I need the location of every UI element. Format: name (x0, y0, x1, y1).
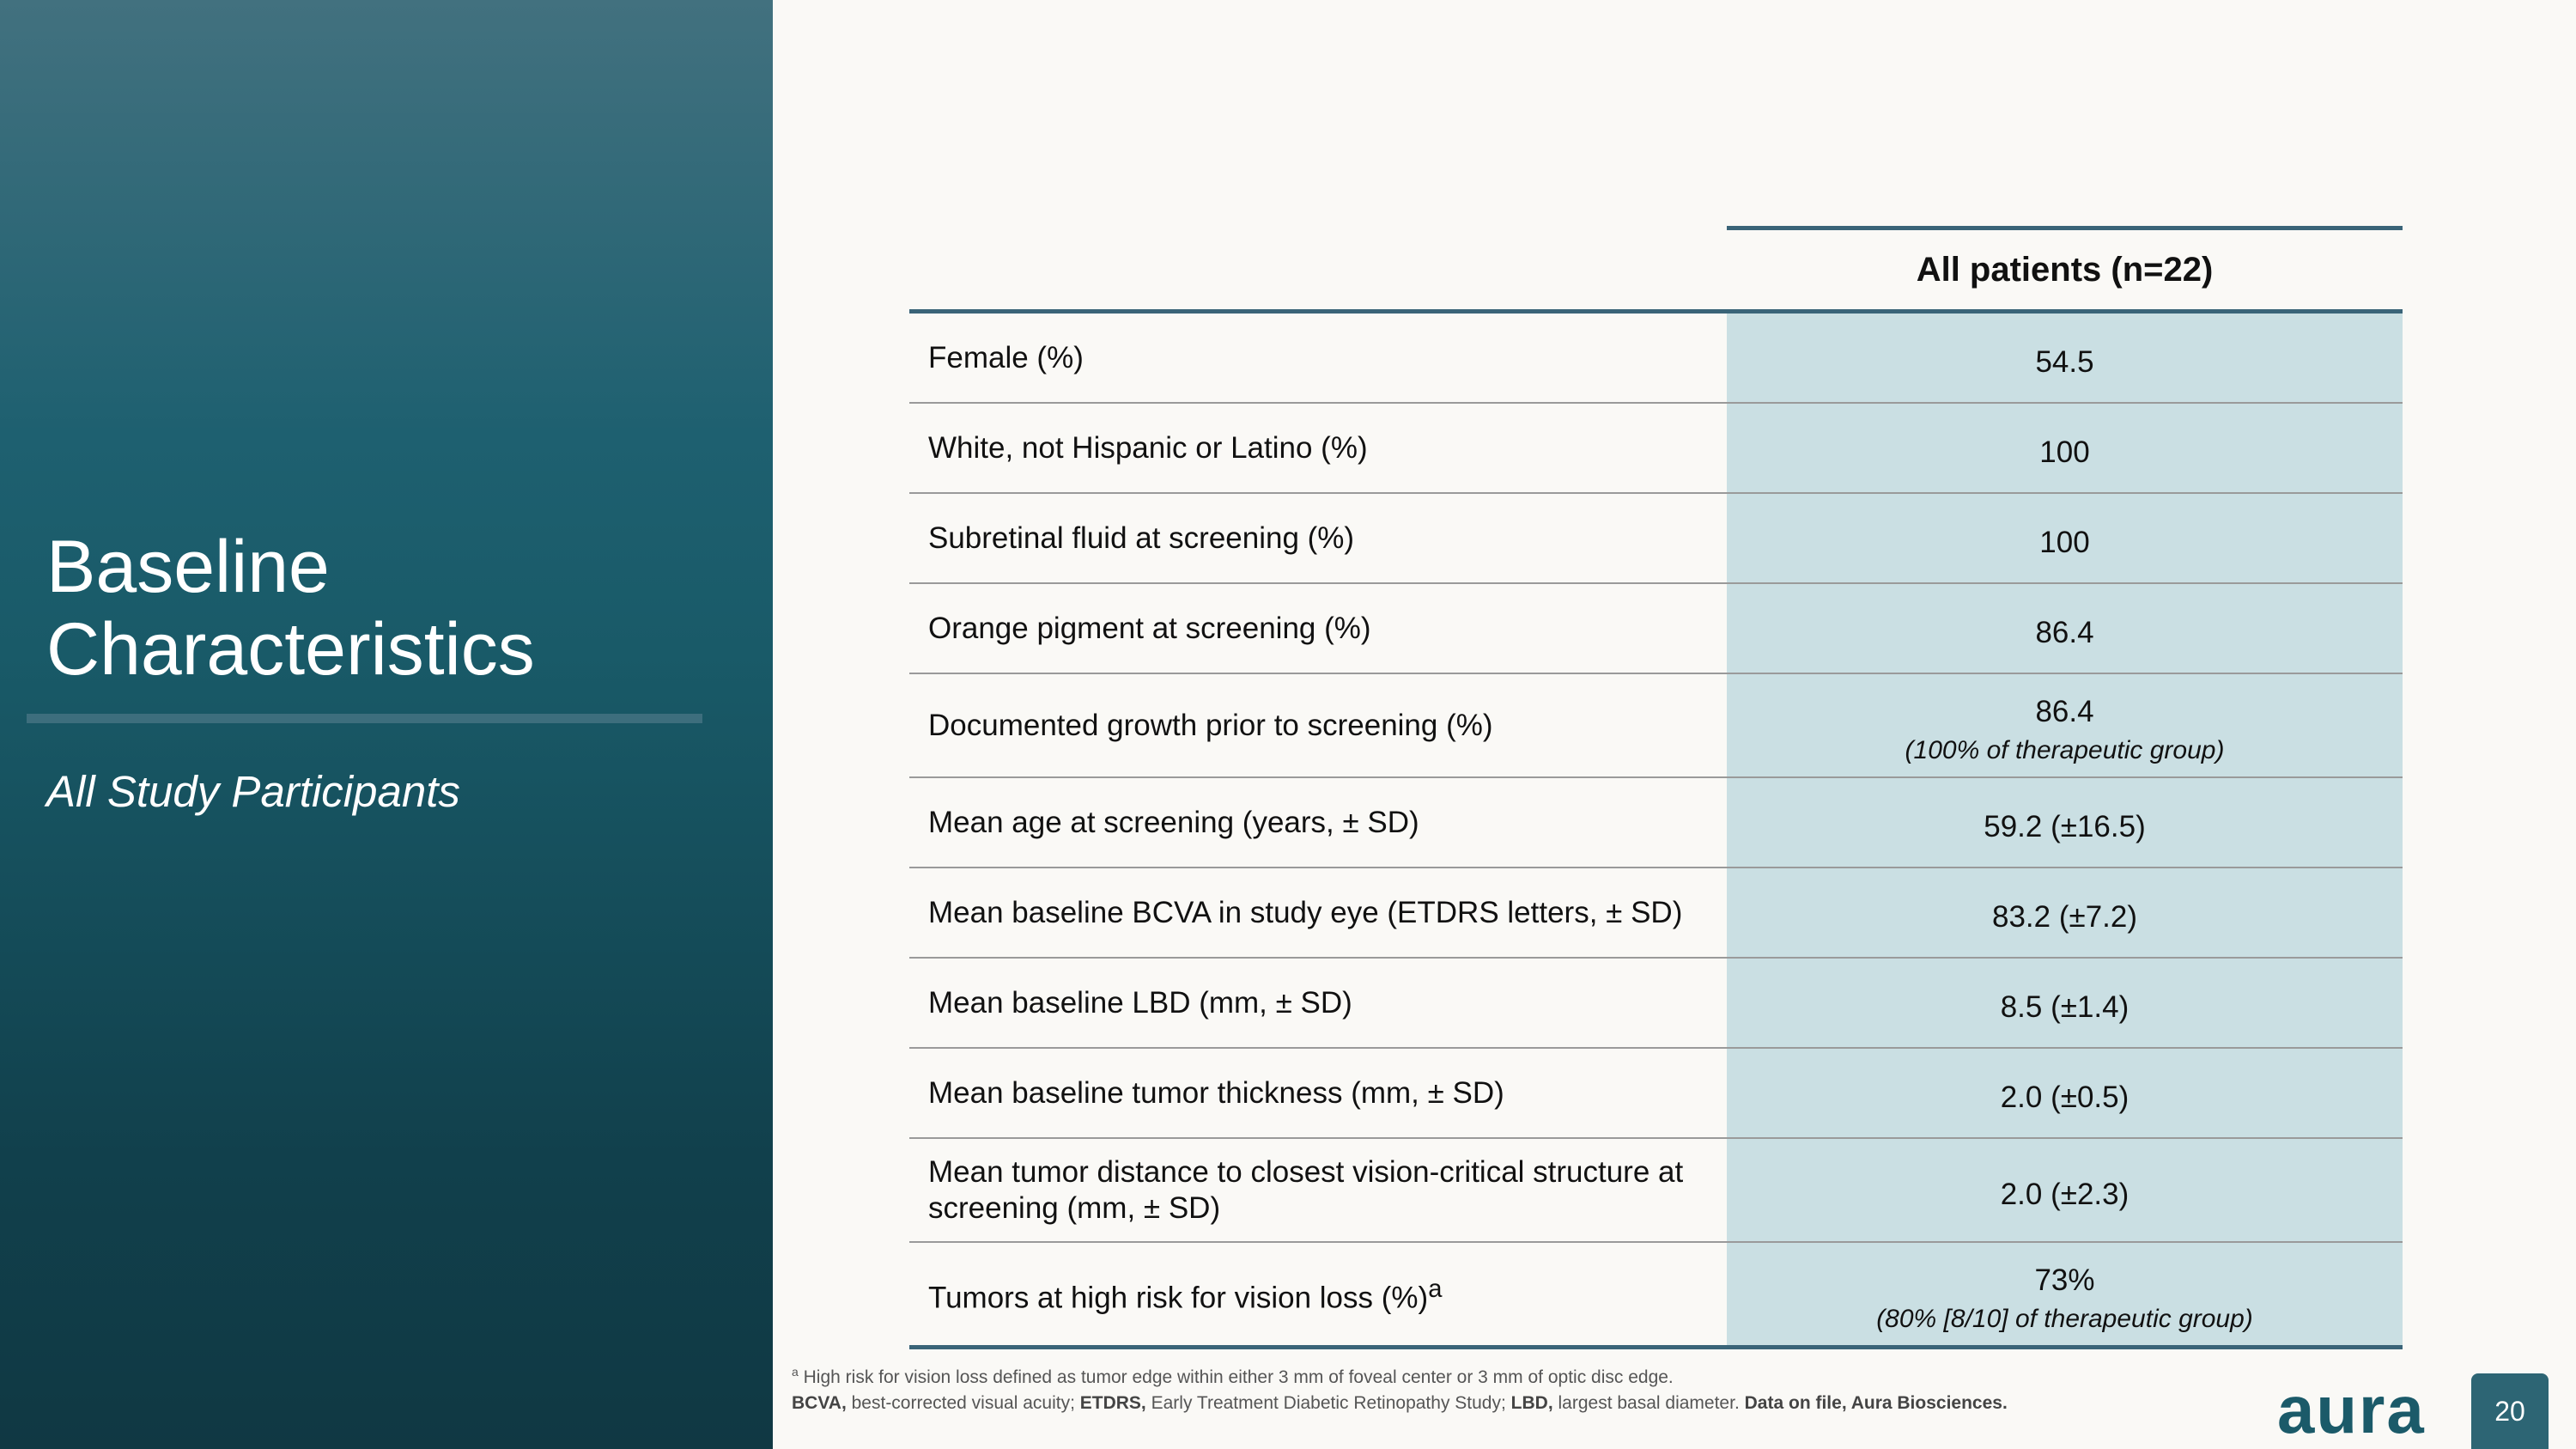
table-header-row (909, 228, 2403, 312)
row-value (1727, 493, 2403, 583)
row-label: Mean age at screening (years, ± SD) (928, 805, 1419, 839)
row-label: Orange pigment at screening (%) (928, 611, 1371, 645)
table-row (909, 958, 2403, 1048)
value-text: 2.0 (±0.5) (2000, 1080, 2129, 1114)
row-value (1727, 958, 2403, 1048)
abbr-bcva: BCVA, (792, 1393, 847, 1413)
row-label: Subretinal fluid at screening (%) (928, 521, 1355, 555)
row-value (1727, 1138, 2403, 1242)
value-text: 8.5 (±1.4) (2000, 989, 2129, 1024)
table-row (909, 403, 2403, 493)
row-label: Documented growth prior to screening (%) (928, 708, 1493, 742)
row-value (1727, 1048, 2403, 1138)
row-label: White, not Hispanic or Latino (%) (928, 430, 1368, 465)
row-value (1727, 312, 2403, 404)
row-label (909, 1242, 1727, 1348)
value-note: (80% [8/10] of therapeutic group) (1876, 1304, 2253, 1333)
table-row (909, 777, 2403, 868)
table-row (909, 583, 2403, 673)
footnote-marker: a (792, 1365, 799, 1379)
abbr-bcva-text: best-corrected visual acuity; (851, 1393, 1075, 1413)
page-subtitle: All Study Participants (46, 767, 460, 816)
value-text: 73% (2034, 1263, 2095, 1297)
value-text: 83.2 (±7.2) (1991, 899, 2138, 934)
row-label-text: Tumors at high risk for vision loss (%) (928, 1281, 1429, 1315)
baseline-table (909, 226, 2403, 1349)
footnote-line-1 (792, 1359, 2208, 1391)
row-label: Mean baseline BCVA in study eye (ETDRS letters, ± SD) (928, 895, 1683, 929)
page-number: 20 (2471, 1373, 2549, 1449)
value-text: 86.4 (2035, 694, 2094, 728)
row-value (1727, 868, 2403, 958)
abbr-lbd-text: largest basal diameter. (1558, 1393, 1740, 1413)
row-label: Mean baseline LBD (mm, ± SD) (928, 985, 1352, 1020)
value-text: 59.2 (±16.5) (1984, 809, 2146, 843)
column-header-all-patients: All patients (n=22) (1727, 228, 2403, 312)
value-text: 54.5 (2035, 344, 2094, 379)
footnote-text: High risk for vision loss defined as tumor edge within either 3 mm of foveal center or 3 mm of optic disc edge. (803, 1367, 1674, 1387)
value-text: 86.4 (2035, 615, 2094, 649)
page-title (46, 526, 733, 691)
source-note: Data on file, Aura Biosciences. (1744, 1393, 2008, 1413)
footnote-line-2 (792, 1391, 2208, 1416)
row-value (1727, 777, 2403, 868)
table-row (909, 312, 2403, 404)
table-row (909, 493, 2403, 583)
row-label: Mean tumor distance to closest vision-critical structure at screening (mm, ± SD) (928, 1154, 1684, 1225)
title-line-1: Baseline (46, 526, 330, 608)
aura-logo: aura (2277, 1372, 2426, 1447)
title-line-2: Characteristics (46, 608, 535, 691)
abbr-lbd: LBD, (1510, 1393, 1553, 1413)
footnotes (792, 1359, 2208, 1416)
table-row (909, 1242, 2403, 1348)
value-note: (100% of therapeutic group) (1905, 735, 2225, 764)
table-row (909, 868, 2403, 958)
table-row (909, 673, 2403, 777)
row-value (1727, 403, 2403, 493)
sidebar-panel (0, 0, 773, 1449)
row-value (1727, 673, 2403, 777)
title-divider (27, 714, 702, 723)
value-text: 100 (2039, 525, 2090, 559)
row-label: Mean baseline tumor thickness (mm, ± SD) (928, 1075, 1504, 1110)
abbr-etdrs-text: Early Treatment Diabetic Retinopathy Study; (1151, 1393, 1506, 1413)
row-value (1727, 1242, 2403, 1348)
table-row (909, 1048, 2403, 1138)
row-value (1727, 583, 2403, 673)
abbr-etdrs: ETDRS, (1079, 1393, 1146, 1413)
row-label: Female (%) (928, 340, 1084, 374)
table-row (909, 1138, 2403, 1242)
value-text: 100 (2039, 435, 2090, 469)
header-empty-cell (909, 228, 1727, 312)
footnote-marker: a (1428, 1275, 1443, 1304)
value-text: 2.0 (±2.3) (2000, 1177, 2129, 1211)
